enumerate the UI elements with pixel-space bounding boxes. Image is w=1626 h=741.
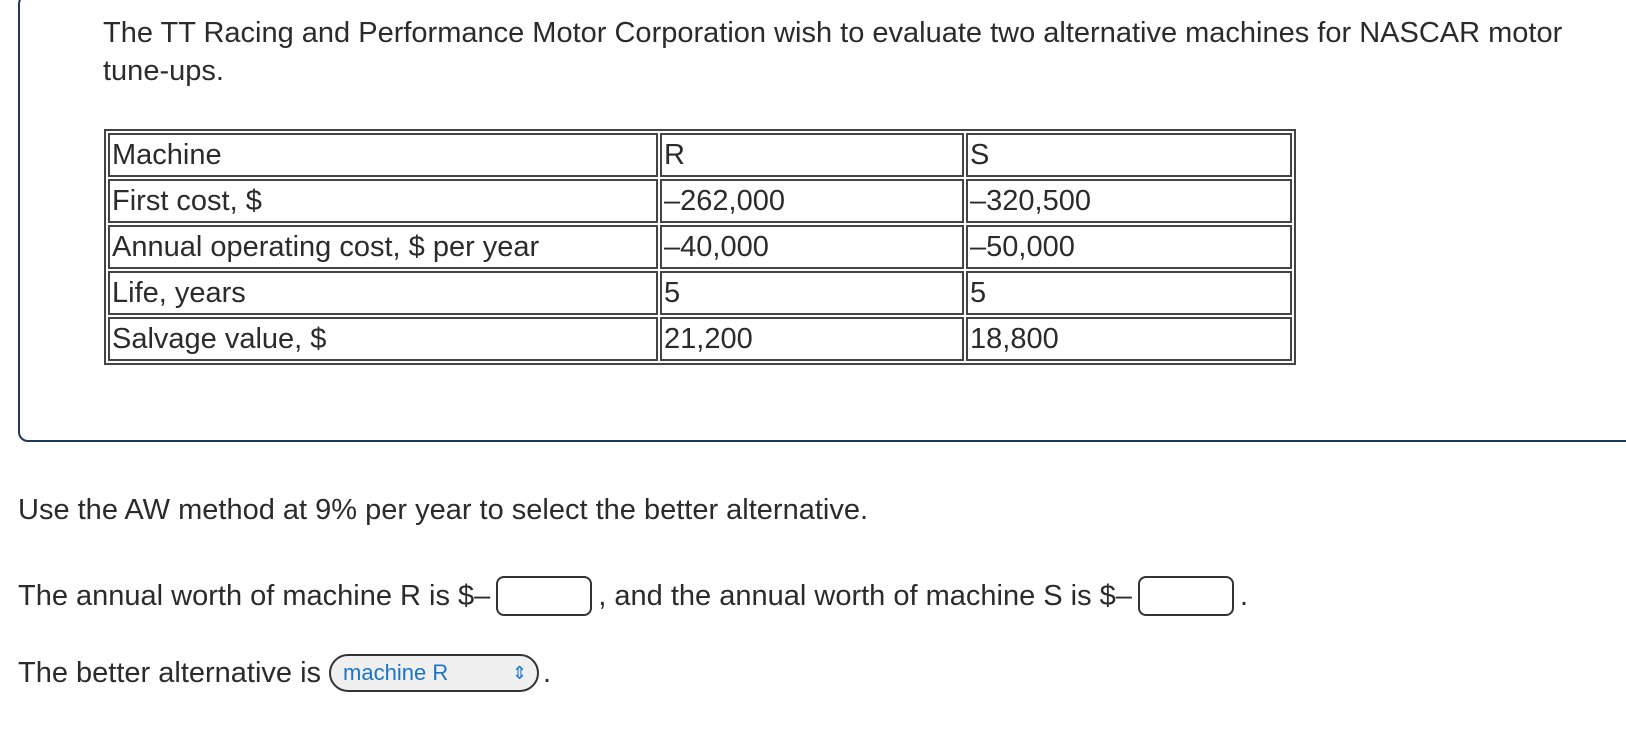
table-cell: Salvage value, $ (108, 317, 658, 361)
table-header-cell: S (966, 133, 1292, 177)
table-cell: –320,500 (966, 179, 1292, 223)
better-alternative-select[interactable] (329, 654, 539, 692)
table-cell: –262,000 (660, 179, 964, 223)
table-row (108, 317, 1292, 361)
table-header-cell: Machine (108, 133, 658, 177)
machine-data-table (104, 129, 1296, 365)
table-cell: –40,000 (660, 225, 964, 269)
table-header-cell: R (660, 133, 964, 177)
table-cell: 18,800 (966, 317, 1292, 361)
table-header-row (108, 133, 1292, 177)
table-cell: Life, years (108, 271, 658, 315)
better-alternative-value: machine R (343, 660, 449, 685)
aw-r-label: The annual worth of machine R is $– (18, 579, 491, 612)
aw-s-input[interactable] (1138, 576, 1234, 616)
question-instruction: Use the AW method at 9% per year to select the better alternative. (18, 494, 869, 526)
table-row (108, 179, 1292, 223)
problem-statement: The TT Racing and Performance Motor Corporation wish to evaluate two alternative machines for NASCAR motor tune-ups. (103, 17, 1563, 87)
aw-r-input[interactable] (496, 576, 592, 616)
table-row (108, 271, 1292, 315)
sentence-period: . (1239, 579, 1248, 612)
better-alternative-label: The better alternative is (18, 656, 322, 689)
table-cell: 21,200 (660, 317, 964, 361)
table-cell: 5 (966, 271, 1292, 315)
table-row (108, 225, 1292, 269)
table-cell: –50,000 (966, 225, 1292, 269)
table-cell: 5 (660, 271, 964, 315)
chevron-up-down-icon: ⇕ (511, 662, 528, 684)
better-alternative-question (18, 654, 551, 692)
aw-s-label: , and the annual worth of machine S is $– (598, 579, 1132, 612)
sentence-period: . (543, 656, 552, 689)
annual-worth-question (18, 576, 1248, 616)
table-cell: First cost, $ (108, 179, 658, 223)
table-cell: Annual operating cost, $ per year (108, 225, 658, 269)
